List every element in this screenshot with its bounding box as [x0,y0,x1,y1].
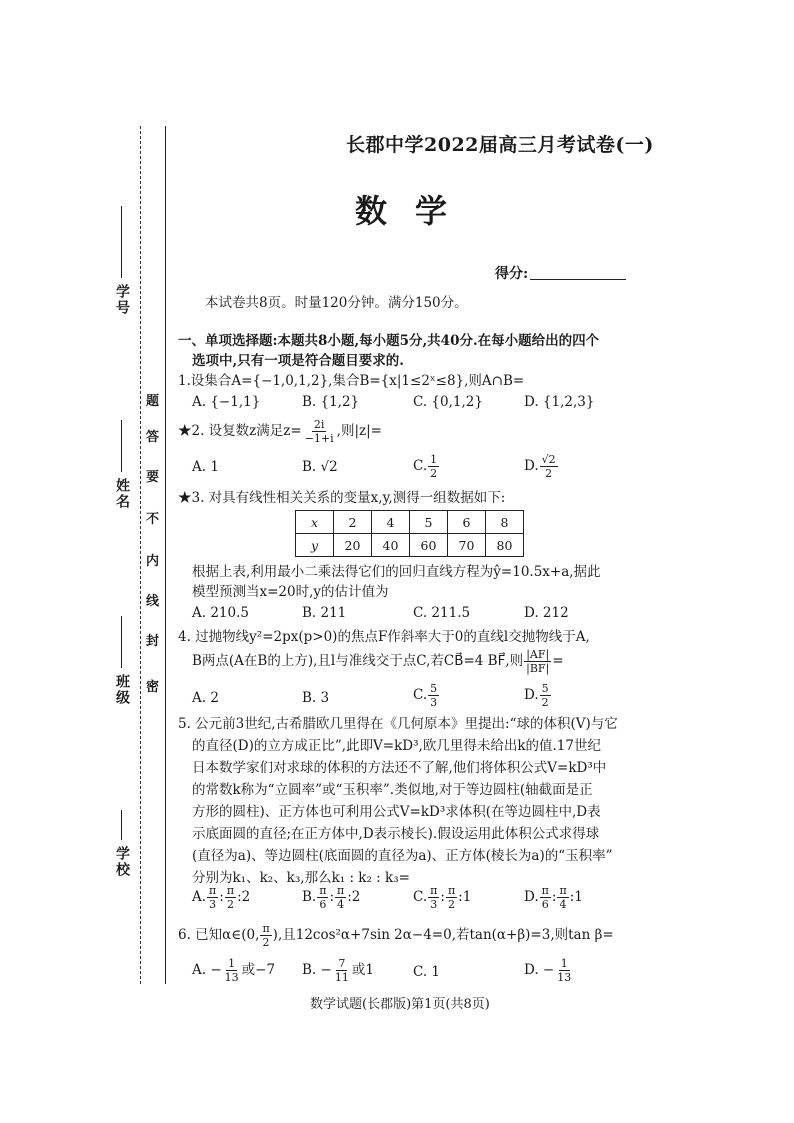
frac-num: π [226,884,235,897]
frac-num: π [559,884,567,897]
q3-option-a[interactable]: A. 210.5 [192,605,249,621]
q5-option-a[interactable]: A. $\frac{\pi}{3}$ : $\frac{\pi}{2}$ :2 [192,884,251,911]
frac-den: 11 [334,971,349,984]
frac-num: π [319,884,327,897]
q4-fraction [524,648,551,675]
seal-char: 线 [146,594,160,609]
frac-num: π [209,884,217,897]
frac-num: π [541,884,549,897]
table-cell: 20 [334,534,372,557]
option-tail: 或−7 [241,962,276,978]
option-tail: :2 [347,889,361,905]
q2-option-d-label: D. [524,458,539,474]
q4-stem-post: = [552,653,564,669]
q2-option-a[interactable]: A. 1 [192,459,219,475]
q6-option-a[interactable] [192,957,275,984]
q3-stem-line2: 根据上表,利用最小二乘法得它们的回归直线方程为ŷ=10.5x+a,据此 [192,564,601,580]
q5-stem-line: 方形的圆柱)、正方体也可利用公式V=kD³求体积(在等边圆柱中,D表 [192,804,601,820]
option-label: D. [524,889,539,905]
seal-char: 不 [146,512,160,527]
q2-option-c[interactable] [413,453,440,480]
q2-option-d-frac [540,453,558,480]
q5-stem-line: 日本数学家们对求球的体积的方法还不了解,他们将体积公式V=kD³中 [192,760,607,776]
table-cell: 5 [410,511,448,534]
name-blank[interactable] [121,420,122,472]
option-frac [317,884,328,911]
table-cell: 40 [372,534,410,557]
q3-data-table [295,510,524,557]
name-label: 姓名 [114,478,130,510]
q4-stem-line2 [192,648,564,675]
q3-stem-line3: 模型预测当x=20时,y的估计值为 [192,584,389,600]
question-5-stem: 5. 公元前3世纪,古希腊欧几里得在《几何原本》里提出:“球的体积(V)与它 [178,716,618,732]
option-label: B. − [302,962,332,978]
student-no-label: 学号 [114,284,130,316]
q2-frac-den: −1+i [304,432,334,445]
q6-stem-post: ),且12cos²α+7sin 2α−4=0,若tan(α+β)=3,则tan β= [272,927,614,943]
frac-den: 2 [448,898,456,911]
frac-den: 6 [319,898,327,911]
q4-option-c-label: C. [413,687,428,703]
option-frac [207,884,218,911]
seal-char: 要 [146,470,160,485]
exam-intro: 本试卷共8页。时量120分钟。满分150分。 [205,295,468,311]
q2-option-b[interactable]: B. √2 [302,459,338,475]
option-frac [335,884,346,911]
class-label: 班级 [114,674,130,706]
q3-option-c[interactable]: C. 211.5 [413,605,471,621]
option-tail: 或1 [351,962,374,978]
q5-stem-line: 的常数k称为“立圆率”或“玉积率”.类似地,对于等边圆柱(轴截面是正 [192,782,593,798]
seal-char: 密 [146,680,160,695]
q1-option-a[interactable]: A. {−1,1} [192,394,261,410]
option-frac [223,957,241,984]
q2-stem-pre: ★2. 设复数z满足z= [178,423,302,439]
option-frac [557,884,568,911]
frac-num: 1 [430,453,438,466]
q5-stem-line: 的直径(D)的立方成正比”,此即V=kD³,欧几里得未给出k的值.17世纪 [192,738,601,754]
frac-num: 5 [541,682,549,695]
table-cell: x [296,511,334,534]
question-6-stem [178,922,614,949]
frac-num: 7 [338,957,346,970]
frac-num: π [337,884,345,897]
frac-num: 1 [560,957,568,970]
q6-option-b[interactable] [302,957,374,984]
question-4-stem: 4. 过抛物线y²=2px(p>0)的焦点F作斜率大于0的直线l交抛物线于A, [178,629,590,645]
q4-option-c-frac [428,682,439,709]
option-frac [428,884,439,911]
q4-option-d[interactable] [524,682,552,709]
option-frac [540,884,551,911]
q4-option-d-frac [540,682,551,709]
q5-option-d[interactable]: D. $\frac{\pi}{6}$ : $\frac{\pi}{4}$ :1 [524,884,583,911]
q2-option-c-frac [428,453,439,480]
subject-title: 数学 [355,192,476,230]
option-frac [555,957,573,984]
q6-option-c[interactable]: C. 1 [413,964,441,980]
table-cell: 70 [448,534,486,557]
frac-num: π [262,922,270,935]
table-cell: 2 [334,511,372,534]
q5-stem-line: 示底面圆的直径;在正方体中,D表示棱长).假设运用此体积公式求得球 [192,826,600,842]
q5-stem-line: 分别为k₁、k₂、k₃,那么k₁ : k₂ : k₃= [192,870,410,886]
frac-den: 4 [559,898,567,911]
table-cell: 60 [410,534,448,557]
exam-title: 长郡中学2022届高三月考试卷(一) [346,134,654,156]
school-label: 学校 [114,846,130,878]
frac-num: √2 [541,453,556,466]
q3-option-d[interactable]: D. 212 [524,605,569,621]
frac-den: 3 [209,898,217,911]
frac-den: 2 [430,467,438,480]
option-tail: :1 [458,889,472,905]
student-no-blank[interactable] [121,206,122,278]
q1-option-b[interactable]: B. {1,2} [302,394,360,410]
q5-stem-line: (直径为a)、等边圆柱(底面圆的直径为a)、正方体(棱长为a)的“玉积率” [192,848,613,864]
section-heading: 一、单项选择题:本题共8小题,每小题5分,共40分.在每小题给出的四个 [178,333,600,349]
table-row [296,511,524,534]
seal-char: 封 [146,634,160,649]
option-label: A. [192,889,207,905]
q4-option-a[interactable]: A. 2 [192,690,219,706]
option-frac [446,884,457,911]
table-cell: 8 [486,511,524,534]
q2-fraction [303,418,336,445]
class-blank[interactable] [121,616,122,668]
frac-den: 13 [557,971,572,984]
option-frac [333,957,351,984]
frac-num: 5 [430,682,438,695]
frac-num: π [447,884,456,897]
table-cell: 6 [448,511,486,534]
option-label: C. [413,889,428,905]
question-3-stem: ★3. 对具有线性相关关系的变量x,y,测得一组数据如下: [178,490,506,506]
question-2-stem [178,418,382,445]
score-blank[interactable] [530,279,626,280]
frac-den: 6 [541,898,549,911]
section-heading-cont: 选项中,只有一项是符合题目要求的. [192,353,404,369]
frac-den: 2 [545,467,553,480]
school-blank[interactable] [121,810,122,840]
q1-option-c[interactable]: C. {0,1,2} [413,394,483,410]
table-cell: y [296,534,334,557]
frac-den: 3 [430,898,438,911]
q5-option-b[interactable]: B. $\frac{\pi}{6}$ : $\frac{\pi}{4}$ :2 [302,884,361,911]
seal-char: 题 [146,394,160,409]
q5-option-c[interactable]: C. $\frac{\pi}{3}$ : $\frac{\pi}{2}$ :1 [413,884,472,911]
option-tail: :2 [237,889,251,905]
frac-den: 2 [541,696,549,709]
q4-option-c[interactable] [413,682,440,709]
frac-den: 2 [226,898,234,911]
frac-den: 3 [430,696,438,709]
frac-num: |AF| [526,648,550,661]
q2-option-d[interactable] [524,453,559,480]
frac-den: 4 [337,898,345,911]
table-cell: 80 [486,534,524,557]
table-cell: 4 [372,511,410,534]
q2-stem-post: ,则|z|= [336,423,382,439]
frac-den: 13 [224,971,239,984]
q2-frac-num: 2i [313,418,325,431]
frac-den: 2 [262,936,270,949]
frac-den: |BF| [526,662,550,675]
seal-char: 答 [146,430,160,445]
page-footer: 数学试题(长郡版)第1页(共8页) [310,997,490,1012]
q3-option-b[interactable]: B. 211 [302,605,347,621]
q1-option-d[interactable]: D. {1,2,3} [524,394,595,410]
q4-option-b[interactable]: B. 3 [302,690,330,706]
q4-stem-pre: B两点(A在B的上方),且l与准线交于点C,若CB⃗=4 BF⃗,则 [192,653,524,669]
option-label: D. − [524,962,555,978]
option-label: A. − [192,962,222,978]
question-1-stem: 1.设集合A={−1,0,1,2},集合B={x|1≤2ˣ≤8},则A∩B= [178,373,525,389]
option-tail: :1 [569,889,583,905]
score-label: 得分: [495,266,529,282]
frac-num: π [430,884,438,897]
q4-option-d-label: D. [524,687,539,703]
q6-option-d[interactable] [524,957,574,984]
q6-stem-pre: 6. 已知α∈(0, [178,927,260,943]
seal-char: 内 [146,554,160,569]
q2-option-c-label: C. [413,458,428,474]
q6-fraction [260,922,271,949]
option-frac [225,884,236,911]
option-label: B. [302,889,317,905]
table-row [296,534,524,557]
frac-num: 1 [228,957,236,970]
